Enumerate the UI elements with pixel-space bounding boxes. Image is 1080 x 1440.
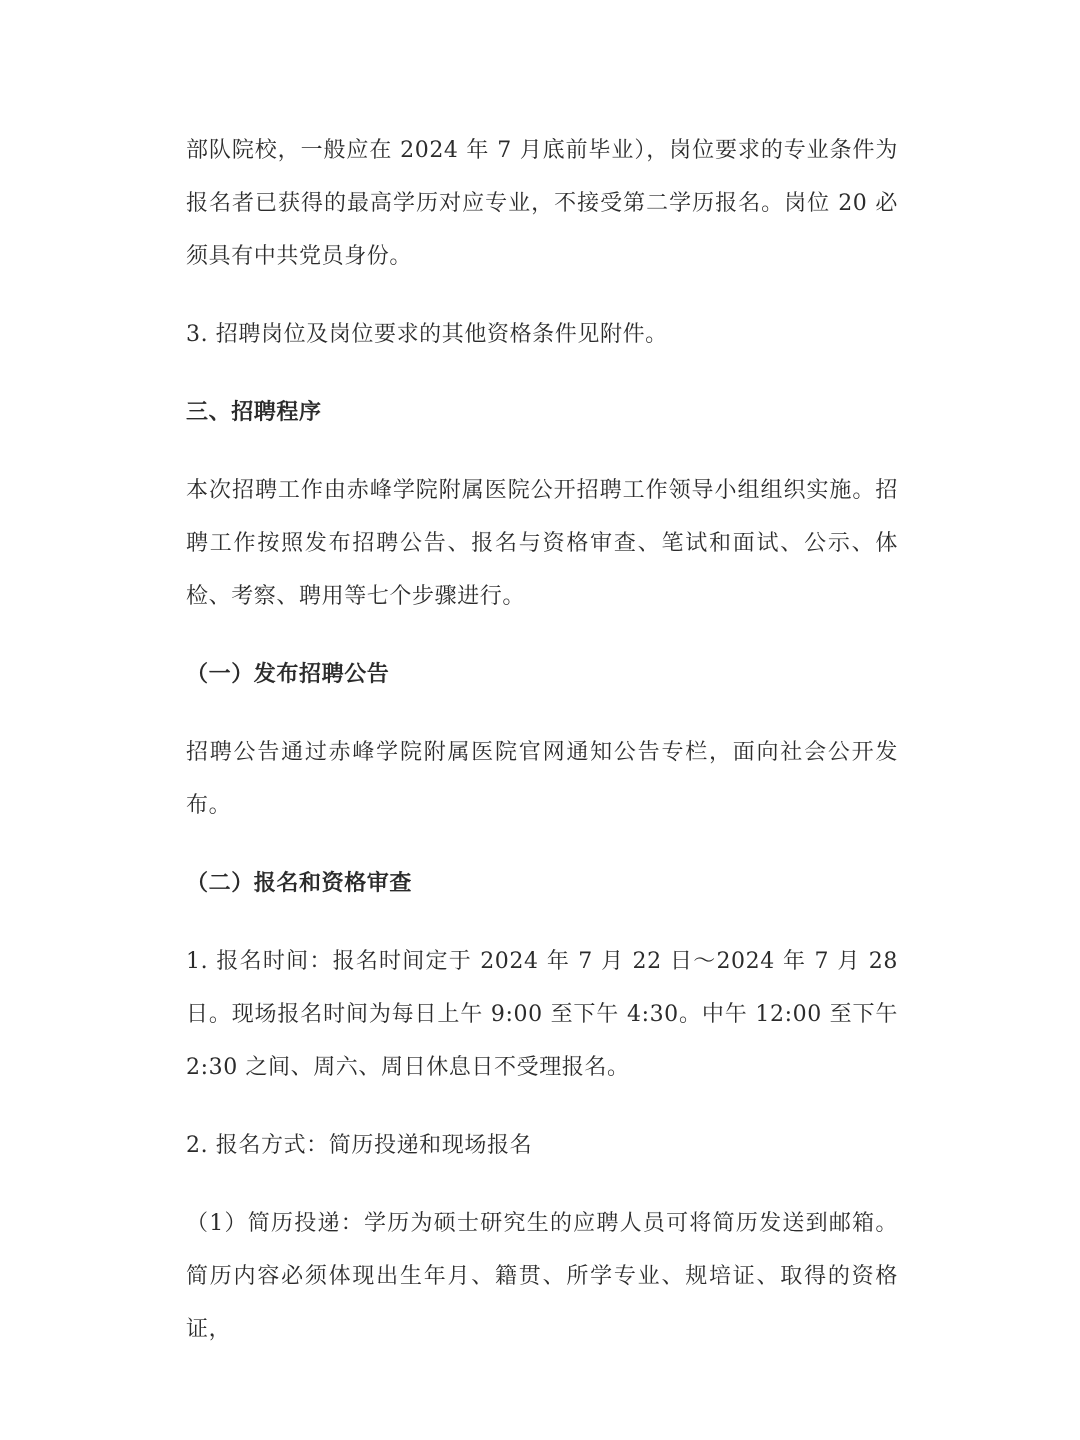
paragraph-position-requirements: 3. 招聘岗位及岗位要求的其他资格条件见附件。: [186, 322, 668, 347]
subheading-publish-announcement: （一）发布招聘公告: [186, 661, 390, 687]
spacer: [186, 283, 898, 308]
spacer: [186, 361, 898, 386]
paragraph-resume-submission: （1）简历投递：学历为硕士研究生的应聘人员可将简历发送到邮箱。简历内容必须体现出生年月、籍贯、所学专业、规培证、取得的资格证，: [186, 1211, 898, 1342]
paragraph-eligibility-graduation: 部队院校，一般应在 2024 年 7 月底前毕业），岗位要求的专业条件为报名者已获得的最高学历对应专业，不接受第二学历报名。岗位 20 必须具有中共党员身份。: [186, 138, 898, 269]
paragraph-registration-time: 1. 报名时间：报名时间定于 2024 年 7 月 22 日～2024 年 7 月 28 日。现场报名时间为每日上午 9:00 至下午 4:30。中午 12:00 至下午 2:30 之间、周六、周日休息日不受理报名。: [186, 949, 898, 1080]
spacer: [186, 439, 898, 464]
paragraph-registration-method: 2. 报名方式：简历投递和现场报名: [186, 1133, 533, 1158]
spacer: [186, 1172, 898, 1197]
spacer: [186, 910, 898, 935]
spacer: [186, 1094, 898, 1119]
spacer: [186, 832, 898, 857]
document-body: [186, 124, 898, 1356]
paragraph-procedure-overview: 本次招聘工作由赤峰学院附属医院公开招聘工作领导小组组织实施。招聘工作按照发布招聘公告、报名与资格审查、笔试和面试、公示、体检、考察、聘用等七个步骤进行。: [186, 478, 898, 609]
paragraph-announcement-channel: 招聘公告通过赤峰学院附属医院官网通知公告专栏，面向社会公开发布。: [186, 740, 898, 818]
section-heading-recruitment-procedure: 三、招聘程序: [186, 399, 322, 425]
spacer: [186, 701, 898, 726]
subheading-registration-review: （二）报名和资格审查: [186, 870, 413, 896]
spacer: [186, 623, 898, 648]
